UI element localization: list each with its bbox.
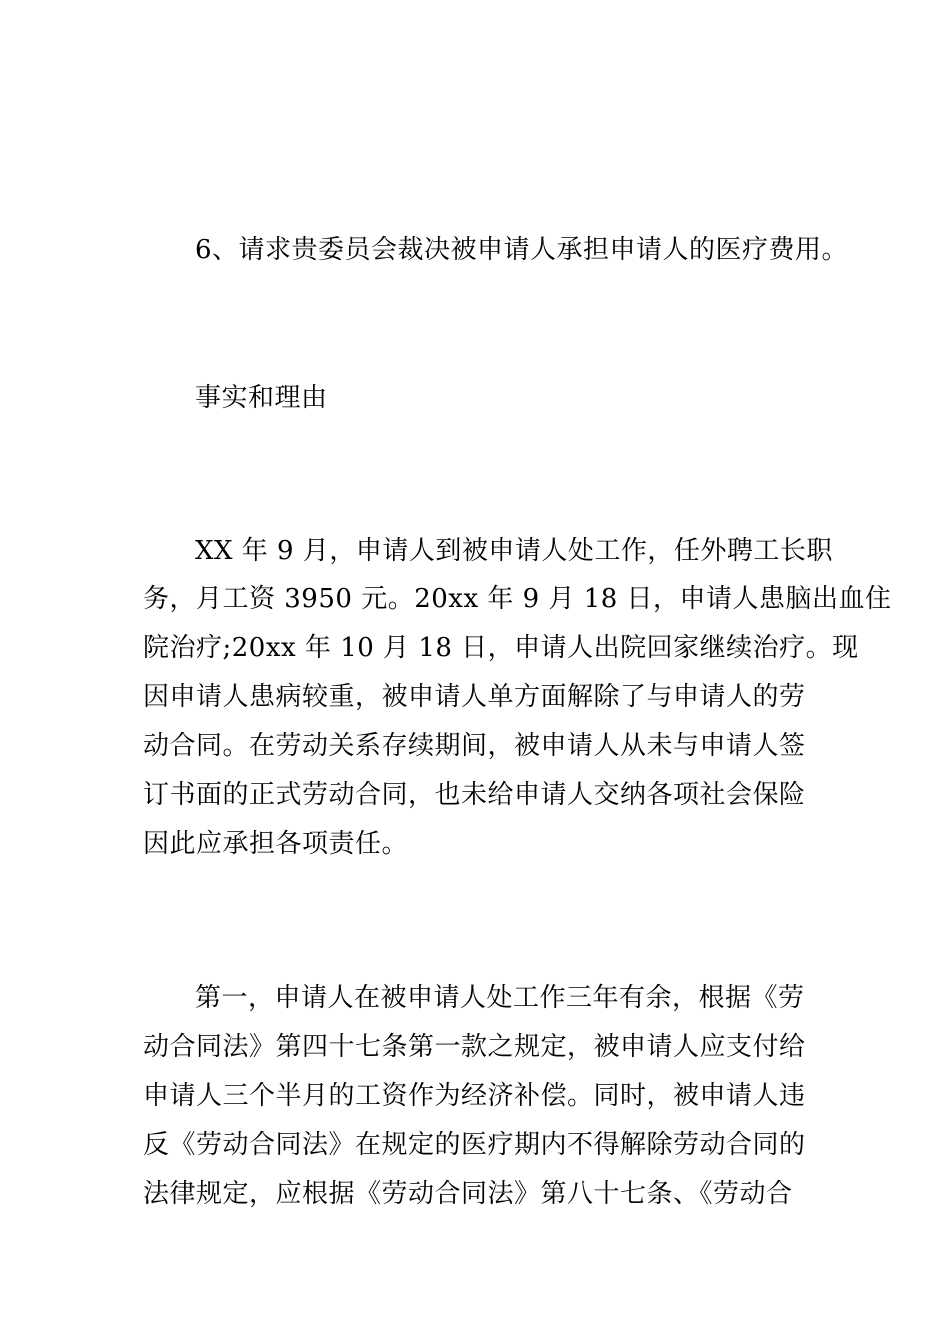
paragraph-line: XX 年 9 月，申请人到被申请人处工作，任外聘工长职 xyxy=(195,536,833,566)
facts-heading: 事实和理由 xyxy=(195,383,328,413)
paragraph-line: 动合同法》第四十七条第一款之规定，被申请人应支付给 xyxy=(143,1032,806,1062)
paragraph-line: 申请人三个半月的工资作为经济补偿。同时，被申请人违 xyxy=(143,1081,806,1111)
paragraph-line: 因申请人患病较重，被申请人单方面解除了与申请人的劳 xyxy=(143,682,806,712)
paragraph-line: 因此应承担各项责任。 xyxy=(143,829,409,859)
paragraph-line: 订书面的正式劳动合同，也未给申请人交纳各项社会保险 xyxy=(143,780,806,810)
paragraph-line: 第一，申请人在被申请人处工作三年有余，根据《劳 xyxy=(195,983,805,1013)
paragraph-line: 法律规定，应根据《劳动合同法》第八十七条、《劳动合 xyxy=(143,1179,793,1209)
request-item-6: 6、请求贵委员会裁决被申请人承担申请人的医疗费用。 xyxy=(195,235,849,265)
paragraph-line: 务，月工资 3950 元。20xx 年 9 月 18 日，申请人患脑出血住 xyxy=(143,584,892,614)
paragraph-line: 院治疗;20xx 年 10 月 18 日，申请人出院回家继续治疗。现 xyxy=(143,633,859,663)
paragraph-line: 反《劳动合同法》在规定的医疗期内不得解除劳动合同的 xyxy=(143,1130,806,1160)
paragraph-line: 动合同。在劳动关系存续期间，被申请人从未与申请人签 xyxy=(143,731,806,761)
